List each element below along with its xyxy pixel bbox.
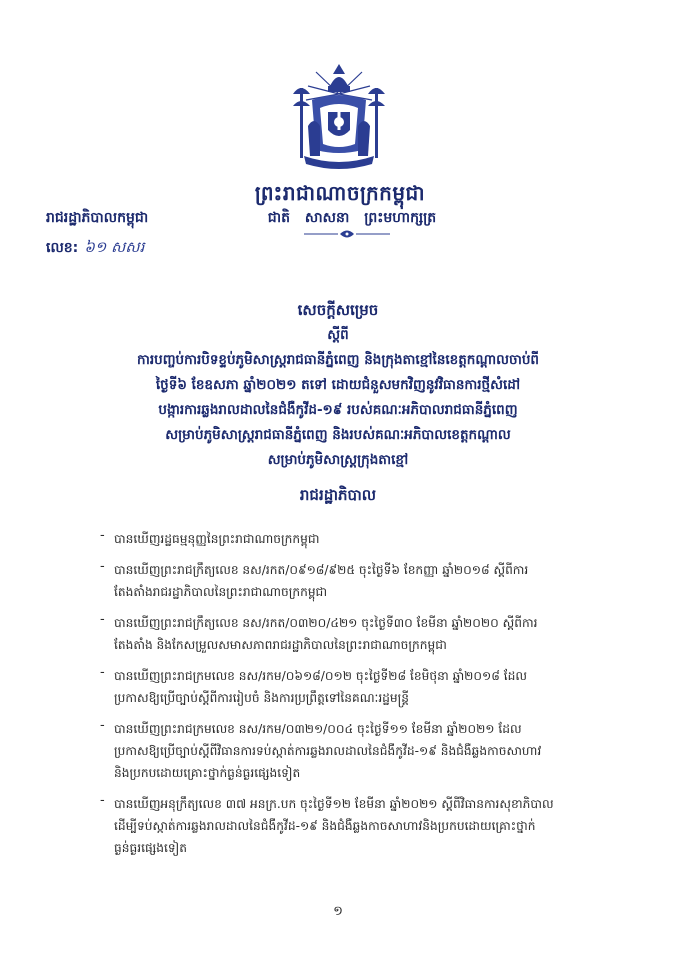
title-line: សម្រាប់ភូមិសាស្ត្រក្រុងតាខ្មៅ [267, 452, 409, 468]
title-line: ការបញ្ចប់ការបិទខ្ទប់ភូមិសាស្ត្ររាជធានីភ្នំពេញ និងក្រុងតាខ្មៅនៃខេត្តកណ្តាលចាប់ពី [137, 352, 539, 368]
royal-arms-emblem-icon [286, 64, 392, 174]
clause-item [100, 718, 640, 784]
clause-line: បានឃើញព្រះរាជក្រឹត្យលេខ នស/រកត/០៩១៨/៩២៥ ចុះថ្ងៃទី៦ ខែកញ្ញា ឆ្នាំ២០១៨ ស្តីពីការ [114, 563, 529, 577]
decision-heading: សេចក្តីសម្រេច [297, 301, 379, 319]
title-line: ថ្ងៃទី៦ ខែឧសភា ឆ្នាំ២០២១ តទៅ ដោយជំនួសមកវិញនូវវិធានការថ្មីសំដៅ [155, 377, 521, 393]
title-line: សម្រាប់ភូមិសាស្ត្ររាជធានីភ្នំពេញ និងរបស់គណៈអភិបាលខេត្តកណ្តាល [165, 427, 511, 443]
clause-line: បានឃើញអនុក្រឹត្យលេខ ៣៧ អនក្រ.បក ចុះថ្ងៃទី១២ ខែមីនា ឆ្នាំ២០២១ ស្តីពីវិធានការសុខាភិបាល [114, 797, 554, 811]
bullet-dash: - [100, 718, 105, 733]
clause-line: ដើម្បីទប់ស្កាត់ការឆ្លងរាលដាលនៃជំងឺកូវីដ-១៩ និងជំងឺឆ្លងកាចសាហាវនិងប្រកបដោយគ្រោះថ្នាក់ [114, 819, 536, 833]
clause-line: ធ្ងន់ធ្ងរផ្សេងទៀត [114, 841, 188, 855]
clause-line: បានឃើញរដ្ឋធម្មនុញ្ញនៃព្រះរាជាណាចក្រកម្ពុជា [114, 532, 320, 546]
clause-line: និងប្រកបដោយគ្រោះថ្នាក់ធ្ងន់ធ្ងរផ្សេងទៀត [114, 766, 301, 780]
section-heading-government: រាជរដ្ឋាភិបាល [299, 486, 377, 504]
clause-item [100, 559, 640, 603]
clause-item [100, 665, 640, 709]
bullet-dash: - [100, 528, 105, 543]
clause-item [100, 528, 640, 550]
decision-title [40, 298, 636, 473]
ornament-divider-icon [302, 228, 392, 240]
clause-line: តែងតាំង និងកែសម្រួលសមាសភាពរាជរដ្ឋាភិបាលនៃព្រះរាជាណាចក្រកម្ពុជា [114, 638, 447, 652]
reference-number [46, 238, 144, 260]
clause-line: ប្រកាសឱ្យប្រើច្បាប់ស្តីពីការរៀបចំ និងការប្រព្រឹត្តទៅនៃគណៈរដ្ឋមន្ត្រី [114, 691, 410, 705]
clause-line: ប្រកាសឱ្យប្រើច្បាប់ស្តីពីវិធានការទប់ស្កាត់ការឆ្លងរាលដាលនៃជំងឺកូវីដ-១៩ និងជំងឺឆ្លងកាចសាហាវ [114, 744, 542, 758]
title-line: បង្ការការឆ្លងរាលដាលនៃជំងឺកូវីដ-១៩ របស់គណៈអភិបាលរាជធានីភ្នំពេញ [158, 402, 518, 418]
bullet-dash: - [100, 665, 105, 680]
kingdom-name: ព្រះរាជាណាចក្រកម្ពុជា [254, 181, 426, 205]
reference-number-label: លេខ: [46, 240, 79, 256]
issuing-authority: រាជរដ្ឋាភិបាលកម្ពុជា [46, 210, 149, 226]
clause-item [100, 793, 640, 859]
page-number: ១ [333, 904, 343, 919]
clause-line: បានឃើញព្រះរាជក្រមលេខ នស/រកម/០៦១៨/០១២ ចុះថ្ងៃទី២៨ ខែមិថុនា ឆ្នាំ២០១៨ ដែល [114, 669, 527, 683]
clause-item [100, 612, 640, 656]
about-label: ស្តីពី [327, 327, 349, 343]
preamble-clauses [100, 528, 640, 868]
bullet-dash: - [100, 612, 105, 627]
clause-line: បានឃើញព្រះរាជក្រមលេខ នស/រកម/០៣២១/០០៤ ចុះថ្ងៃទី១១ ខែមីនា ឆ្នាំ២០២១ ដែល [114, 722, 522, 736]
bullet-dash: - [100, 559, 105, 574]
clause-line: បានឃើញព្រះរាជក្រឹត្យលេខ នស/រកត/០៣២០/៤២១ ចុះថ្ងៃទី៣០ ខែមីនា ឆ្នាំ២០២០ ស្តីពីការ [114, 616, 538, 630]
clause-line: តែងតាំងរាជរដ្ឋាភិបាលនៃព្រះរាជាណាចក្រកម្ពុជា [114, 585, 328, 599]
national-motto: ជាតិ សាសនា ព្រះមហាក្សត្រ [267, 210, 437, 226]
reference-number-value: ៦១ សសរ [84, 238, 145, 256]
bullet-dash: - [100, 793, 105, 808]
